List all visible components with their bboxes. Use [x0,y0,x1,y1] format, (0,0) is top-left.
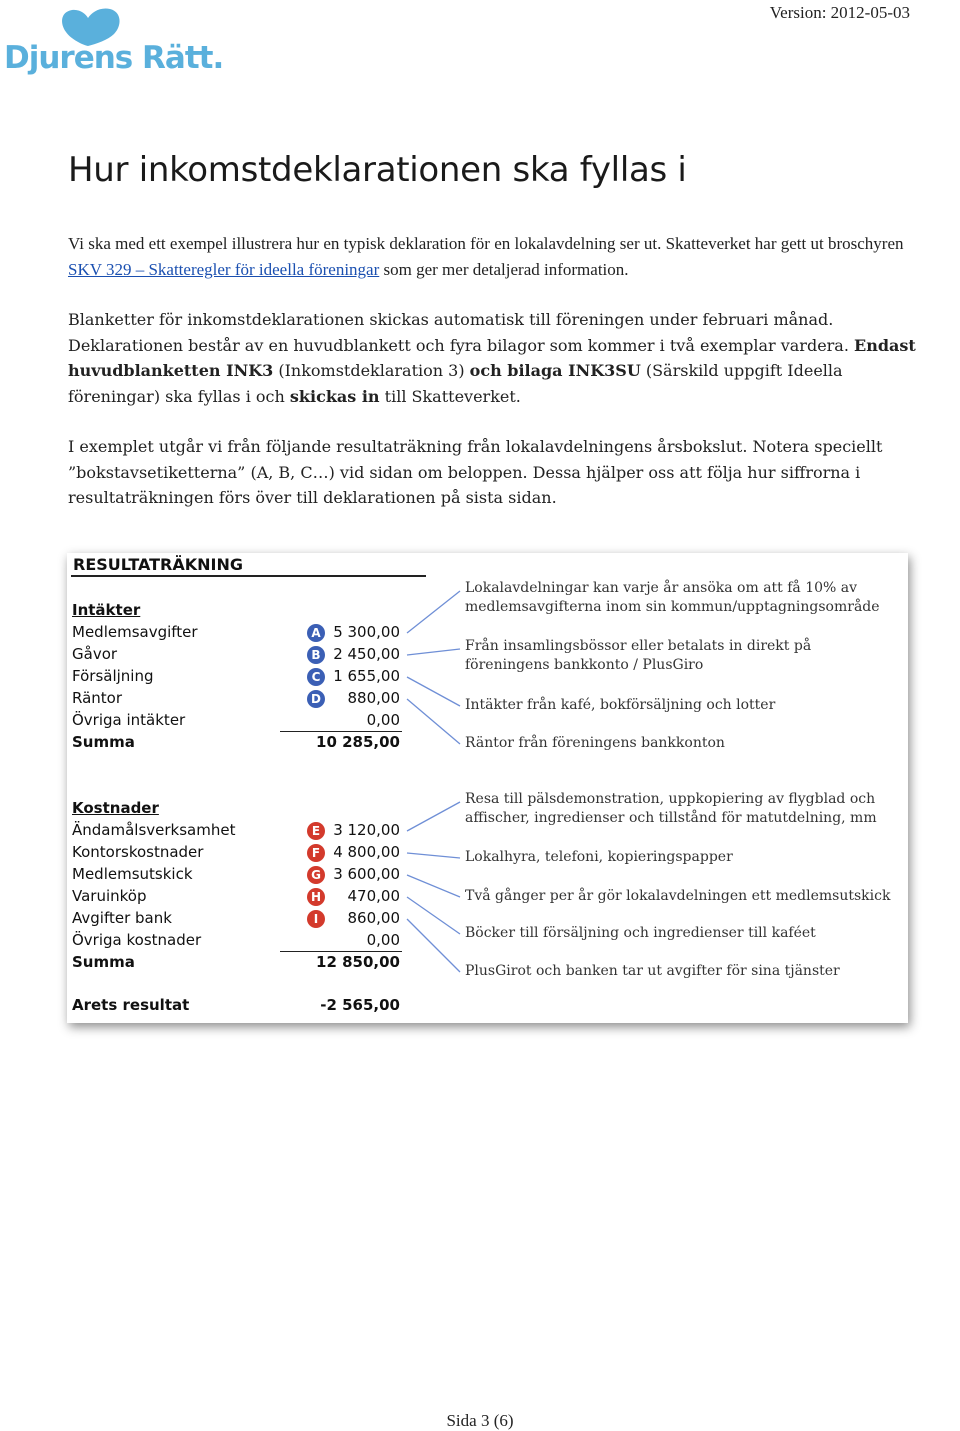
connector-line [407,875,460,897]
connector-line [407,591,460,633]
forms-paragraph [68,307,918,409]
badge-b-icon: B [307,646,325,664]
connector-line [407,897,460,934]
costs-row-value: 3 120,00 [333,821,400,839]
costs-section-title: Kostnader [72,799,159,817]
page-title: Hur inkomstdeklarationen ska fyllas i [68,150,687,190]
connector-line [407,919,460,972]
heading-rule [71,575,426,577]
costs-row-value: 4 800,00 [333,843,400,861]
income-statement-figure [67,553,908,1023]
cost_notes-note-line1: Två gånger per år gör lokalavdelningen ett medlemsutskick [465,888,891,904]
forms-text: Blanketter för inkomstdeklarationen skickas automatisk till föreningen under februari månad. Deklarationen består av en huvudblankett och fyra bilagor som kommer i två exemplar vardera. [68,310,855,355]
income_notes-note-line2: föreningens bankkonto / PlusGiro [465,657,704,673]
cost_notes-note-line1: PlusGirot och banken tar ut avgifter för sina tjänster [465,963,840,979]
income_notes-note-line1: Lokalavdelningar kan varje år ansöka om att få 10% av [465,580,858,596]
forms-text-ink3su-desc: (Särskild uppgift Ideella föreningar) ska fyllas i och [68,361,843,406]
costs-row-label: Övriga kostnader [72,931,202,949]
badge-i-icon: I [307,910,325,928]
income-sum-value: 10 285,00 [316,733,400,751]
badge-h-icon: H [307,888,325,906]
cost_notes-note-line2: affischer, ingredienser och tillstånd för matutdelning, mm [465,810,877,826]
intro-text: Vi ska med ett exempel illustrera hur en typisk deklaration för en lokalavdelning ser ut. Skatteverket har gett ut broschyren [68,234,904,253]
income-row-label: Försäljning [72,667,154,685]
income-row-label: Övriga intäkter [72,711,186,729]
costs-row-value: 860,00 [347,909,400,927]
income-row-value: 1 655,00 [333,667,400,685]
badge-e-icon: E [307,822,325,840]
costs-row-label: Medlemsutskick [72,865,193,883]
forms-text-ink3-desc: (Inkomstdeklaration 3) [273,361,470,380]
example-paragraph: I exemplet utgår vi från följande resultaträkning från lokalavdelningens årsbokslut. Notera speciellt ”bokstavsetiketterna” (A, B, C…) vid sidan om beloppen. Dessa hjälper oss att följa hur siffrorna i resultaträkningen förs över till deklarationen på sista sidan. [68,437,883,507]
costs-row-value: 3 600,00 [333,865,400,883]
income_notes-note-line1: Räntor från föreningens bankkonton [465,735,725,751]
connector-line [407,649,460,655]
income-row-value: 2 450,00 [333,645,400,663]
costs-row-value: 0,00 [366,931,400,949]
connector-line [407,802,460,831]
costs-row-label: Avgifter bank [72,909,172,927]
costs-sum-value: 12 850,00 [316,953,400,971]
income-sum-label: Summa [72,733,135,751]
costs-row-label: Ändamålsverksamhet [72,821,236,839]
income-row-value: 880,00 [347,689,400,707]
income_notes-note-line2: medlemsavgifterna inom sin kommun/upptagningsområde [465,599,880,615]
costs-row-label: Kontorskostnader [72,843,204,861]
connector-line [407,853,460,858]
connector-line [407,677,460,706]
cost_notes-note-line1: Resa till pälsdemonstration, uppkopiering av flygblad och [465,791,876,807]
income-sum-rule [280,731,402,732]
costs-row-label: Varuinköp [72,887,147,905]
costs-sum-rule [280,951,402,952]
badge-f-icon: F [307,844,325,862]
income_notes-note-line1: Intäkter från kafé, bokförsäljning och lotter [465,697,776,713]
income-row-label: Gåvor [72,645,118,663]
costs-sum-label: Summa [72,953,135,971]
connector-line [407,699,460,744]
result-value: -2 565,00 [320,996,400,1014]
cost_notes-note-line1: Böcker till försäljning och ingredienser till kaféet [465,925,816,941]
forms-bold-ink3: Endast huvudblanketten INK3 [68,335,916,380]
income-row-label: Räntor [72,689,123,707]
forms-text-end: till Skatteverket. [379,386,521,406]
forms-bold-ink3su: och bilaga INK3SU [469,361,641,380]
badge-g-icon: G [307,866,325,884]
badge-c-icon: C [307,668,325,686]
result-label: Arets resultat [72,996,190,1014]
figure-heading: RESULTATRÄKNING [73,555,244,574]
forms-bold-submit: skickas in [289,386,380,406]
version-label: Version: 2012-05-03 [769,3,910,22]
badge-a-icon: A [307,624,325,642]
intro-paragraph [68,231,918,282]
cost_notes-note-line1: Lokalhyra, telefoni, kopieringspapper [465,849,733,865]
income-section-title: Intäkter [72,601,141,619]
income-row-value: 0,00 [366,711,400,729]
intro-text-end: som ger mer detaljerad information. [379,259,629,279]
badge-d-icon: D [307,690,325,708]
income-row-label: Medlemsavgifter [72,623,198,641]
skv329-link[interactable]: SKV 329 – Skatteregler för ideella föreningar [68,259,380,279]
logo-text: Djurens Rätt. [4,40,224,76]
income_notes-note-line1: Från insamlingsbössor eller betalats in direkt på [465,638,812,654]
page-footer: Sida 3 (6) [446,1411,514,1430]
costs-row-value: 470,00 [347,887,400,905]
income-row-value: 5 300,00 [333,623,400,641]
